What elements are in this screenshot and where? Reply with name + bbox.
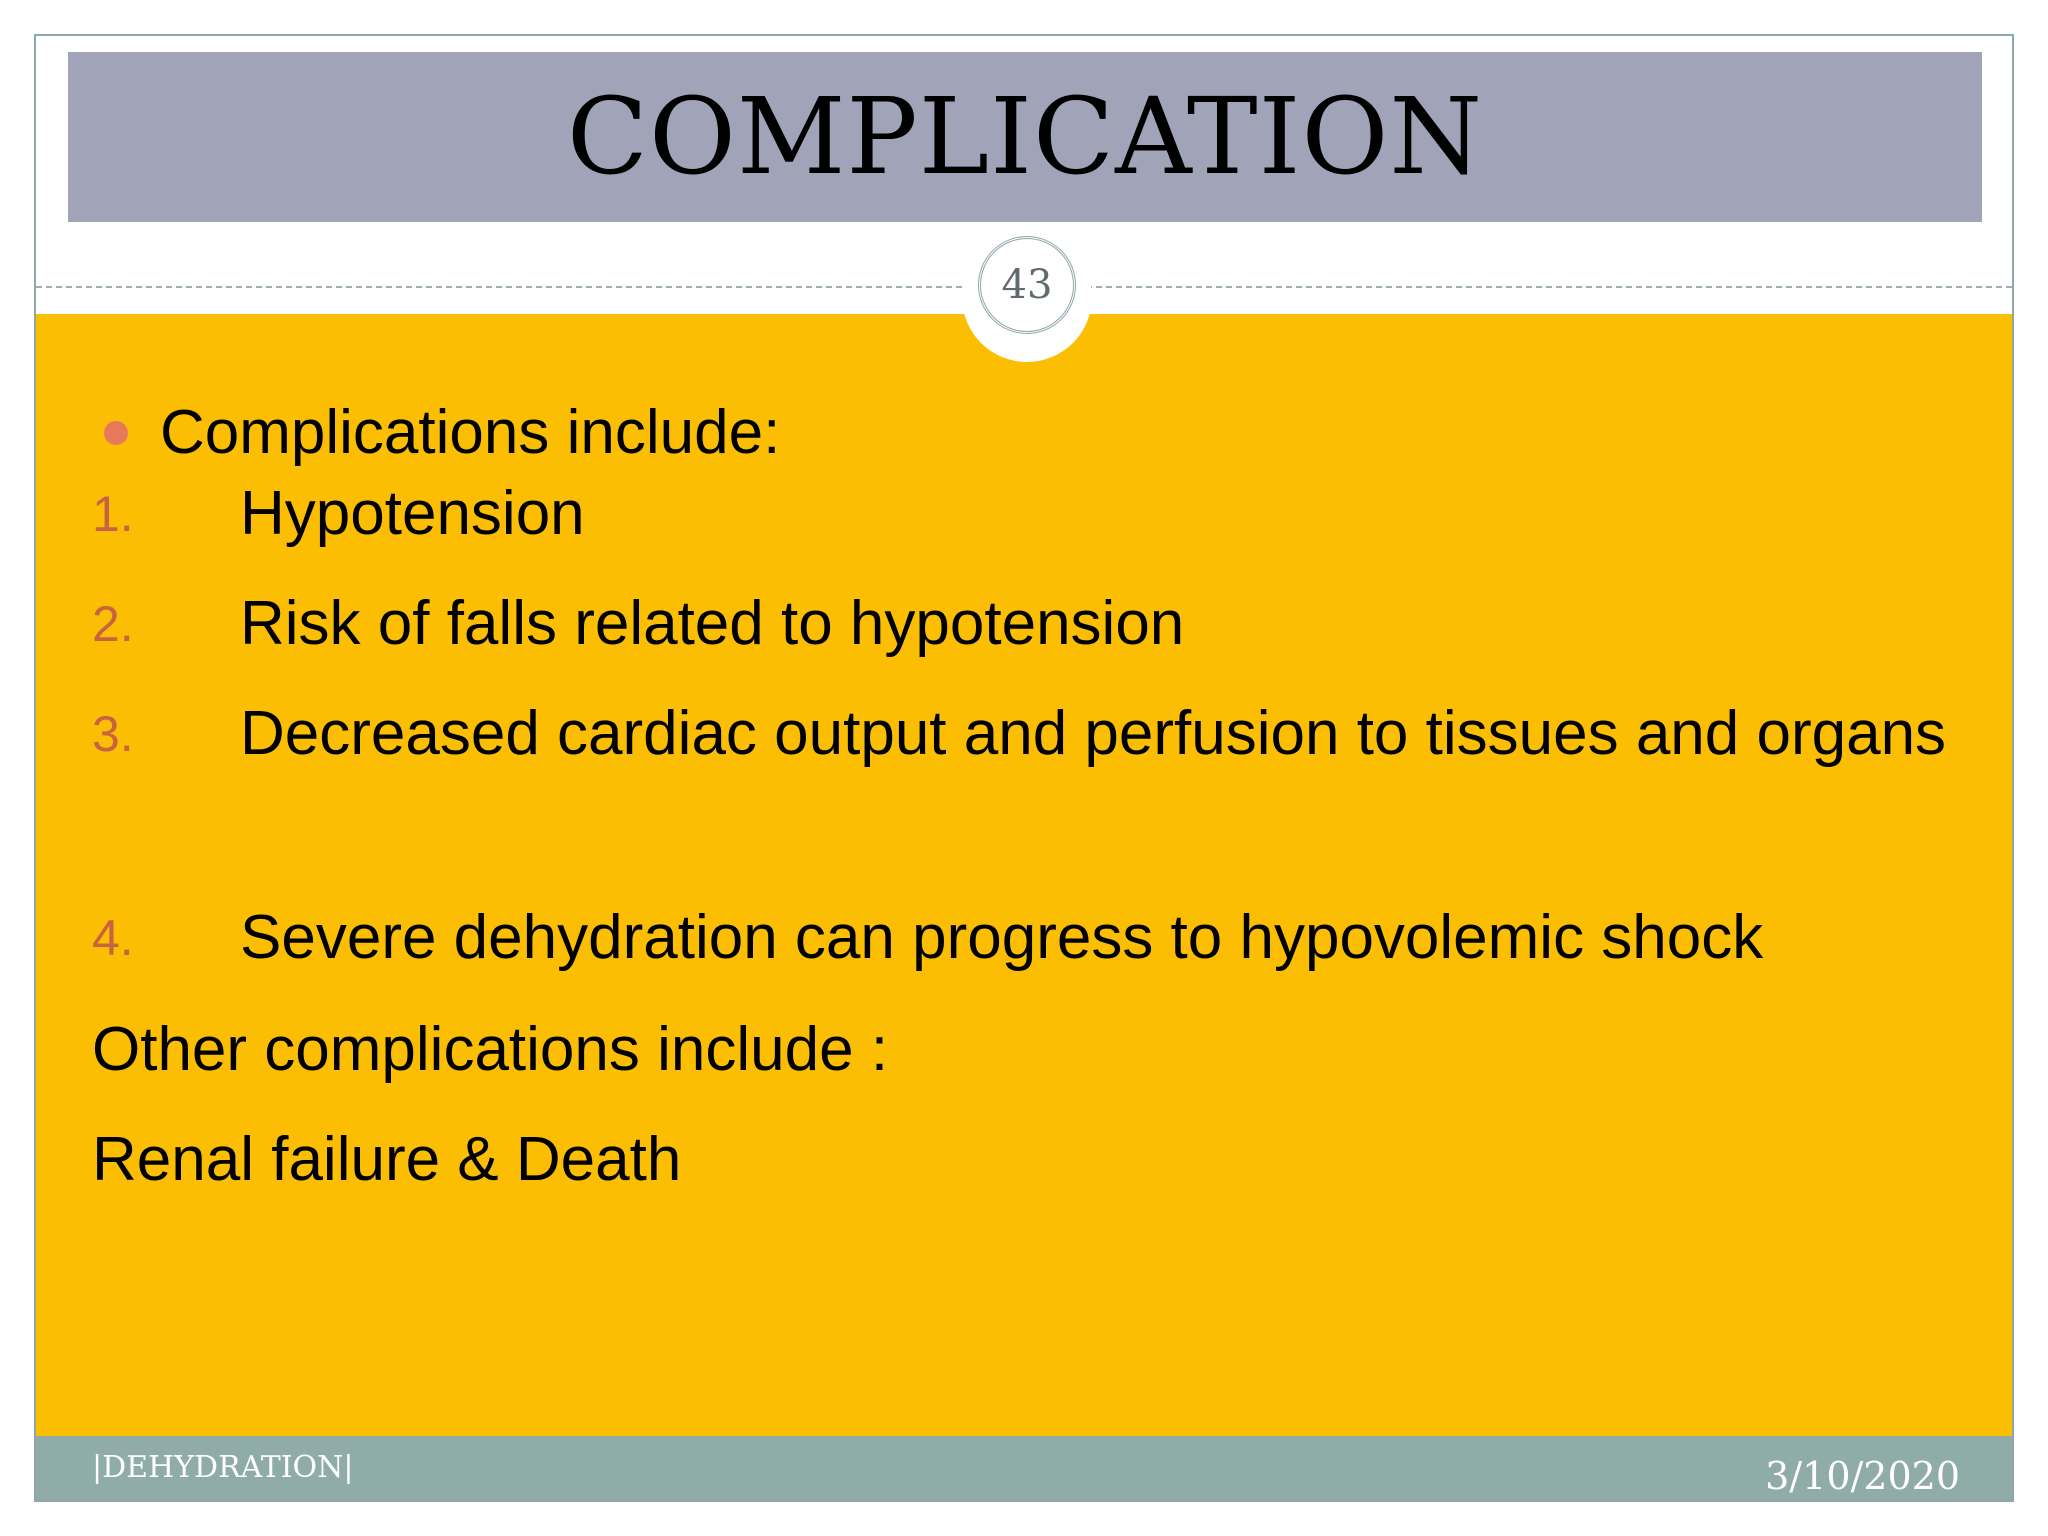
intro-text: Complications include: [160, 398, 781, 467]
title-bar [68, 52, 1982, 222]
content-area [36, 314, 2012, 1436]
footer-topic: |DEHYDRATION| [92, 1450, 354, 1485]
list-text: Decreased cardiac output and perfusion to tissues and organs [240, 699, 1947, 768]
list-text: Risk of falls related to hypotension [240, 589, 1185, 658]
list-number: 1. [92, 486, 134, 542]
footer [36, 1436, 2012, 1502]
list-number: 4. [92, 910, 134, 966]
intro-bullet [92, 398, 781, 467]
list-number: 3. [92, 706, 134, 762]
slide-title: COMPLICATION [566, 75, 1484, 198]
bullet-dot-icon [104, 421, 128, 445]
slide-number: 43 [1001, 262, 1053, 308]
other-complications-label: Other complications include : [92, 1015, 889, 1084]
slide [34, 34, 2014, 1502]
footer-date: 3/10/2020 [1765, 1454, 1960, 1498]
list-text: Hypotension [240, 479, 585, 548]
list-text: Severe dehydration can progress to hypovolemic shock [240, 903, 1764, 972]
slide-number-badge [978, 236, 1076, 334]
other-complications-items: Renal failure & Death [92, 1125, 682, 1194]
list-number: 2. [92, 596, 134, 652]
